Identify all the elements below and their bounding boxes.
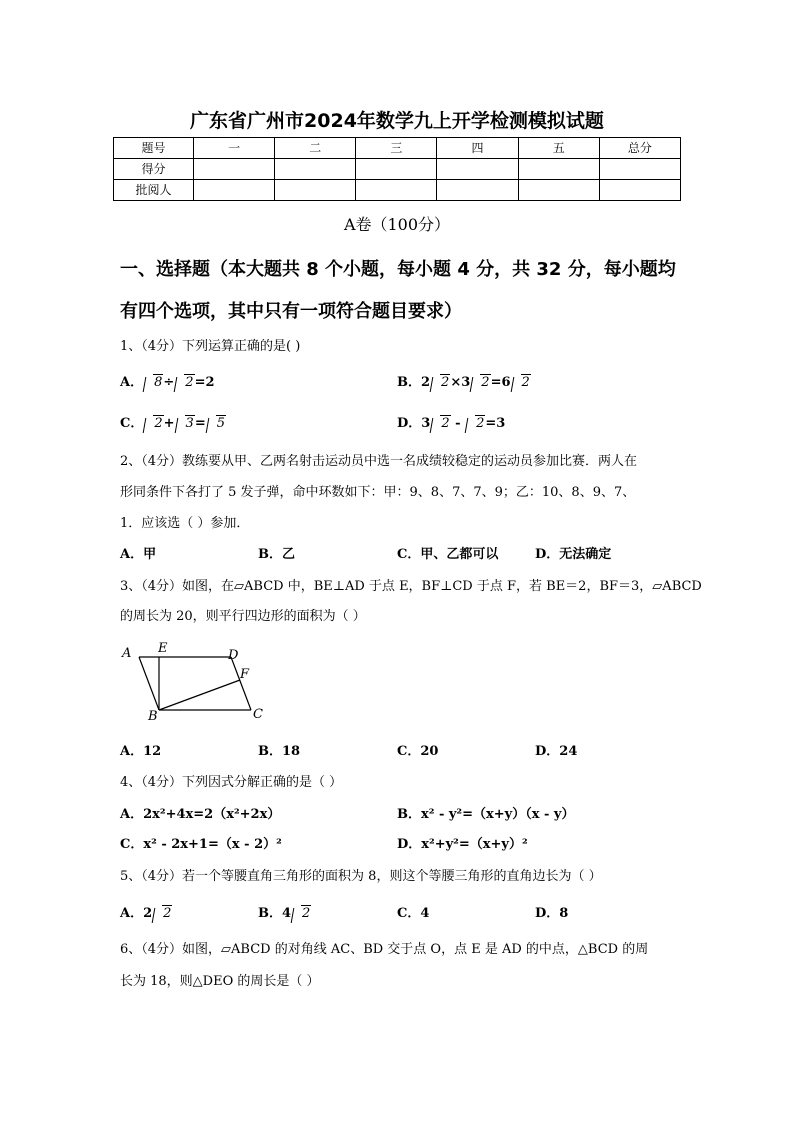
q5-stem: 5、（4分）若一个等腰直角三角形的面积为 8，则这个等腰三角形的直角边长为（ ） bbox=[120, 869, 602, 884]
score-table-header-row bbox=[114, 138, 681, 159]
q3-option-a[interactable]: A．12 bbox=[120, 744, 162, 759]
q4-option-b[interactable]: B．x² - y²=（x+y）（x - y） bbox=[397, 807, 575, 822]
q2-stem-line2: 形同条件下各打了 5 发子弹，命中环数如下：甲：9、8、7、7、9；乙：10、8、9、7、 bbox=[120, 485, 636, 500]
q2-stem-line1: 2、（4分）教练要从甲、乙两名射击运动员中选一名成绩较稳定的运动员参加比赛．两人在 bbox=[120, 454, 638, 469]
score-header-cell: 二 bbox=[275, 138, 356, 159]
part1-heading-line2: 有四个选项，其中只有一项符合题目要求） bbox=[120, 301, 462, 322]
q3-parallelogram-figure bbox=[118, 636, 278, 726]
sqrt-sign: 2 bbox=[431, 375, 450, 390]
q4-stem: 4、（4分）下列因式分解正确的是（ ） bbox=[120, 775, 343, 790]
score-header-cell: 四 bbox=[437, 138, 518, 159]
score-header-cell: 总分 bbox=[599, 138, 680, 159]
score-cell[interactable] bbox=[599, 180, 680, 201]
sqrt-sign: 3 bbox=[176, 416, 195, 431]
sqrt-sign: 2 bbox=[431, 416, 450, 431]
score-table bbox=[113, 137, 681, 201]
segment-dc bbox=[231, 657, 251, 710]
q3-stem-line2: 的周长为 20，则平行四边形的面积为（ ） bbox=[120, 609, 366, 624]
q4-option-a[interactable]: A．2x²+4x=2（x²+2x） bbox=[120, 807, 281, 822]
part1-heading-line1: 一、选择题（本大题共 8 个小题，每小题 4 分，共 32 分，每小题均 bbox=[120, 259, 676, 280]
score-cell[interactable] bbox=[194, 159, 275, 180]
segment-ba bbox=[139, 657, 159, 710]
label-b: B bbox=[148, 709, 158, 724]
score-cell[interactable] bbox=[518, 180, 599, 201]
q4-option-c[interactable]: C．x² - 2x+1=（x - 2）² bbox=[120, 837, 282, 852]
q1-stem: 1、（4分）下列运算正确的是( ) bbox=[120, 339, 301, 354]
q1-option-b[interactable]: B．2 2×3 2=6 2 bbox=[397, 375, 530, 390]
q4-option-d[interactable]: D．x²+y²=（x+y）² bbox=[397, 837, 528, 852]
q2-option-b[interactable]: B．乙 bbox=[258, 547, 295, 562]
score-header-cell: 三 bbox=[356, 138, 437, 159]
q2-option-c[interactable]: C．甲、乙都可以 bbox=[397, 547, 499, 562]
q6-stem-line2: 长为 18，则△DEO 的周长是（ ） bbox=[120, 974, 320, 989]
score-cell[interactable] bbox=[275, 180, 356, 201]
q1-option-a[interactable]: A． 8÷ 2=2 bbox=[120, 375, 215, 390]
sqrt-sign: 5 bbox=[207, 416, 226, 431]
q5-option-c[interactable]: C．4 bbox=[397, 906, 430, 921]
sqrt-sign: 2 bbox=[144, 416, 163, 431]
label-c: C bbox=[253, 707, 263, 722]
q1-a-label: A． bbox=[120, 375, 144, 390]
score-row-label: 批阅人 bbox=[114, 180, 194, 201]
label-e: E bbox=[158, 641, 168, 656]
q3-stem-line1: 3、（4分）如图，在▱ABCD 中，BE⊥AD 于点 E，BF⊥CD 于点 F，若 BE＝2，BF＝3，▱ABCD bbox=[120, 579, 702, 594]
segment-bf bbox=[159, 680, 240, 710]
q1-option-d[interactable]: D．3 2 - 2=3 bbox=[397, 416, 506, 431]
label-f: F bbox=[240, 667, 250, 682]
score-cell[interactable] bbox=[356, 159, 437, 180]
score-cell[interactable] bbox=[437, 180, 518, 201]
q3-option-d[interactable]: D．24 bbox=[535, 744, 578, 759]
q3-option-c[interactable]: C．20 bbox=[397, 744, 439, 759]
q5-option-b[interactable]: B．4 2 bbox=[258, 906, 311, 921]
q6-stem-line1: 6、（4分）如图，▱ABCD 的对角线 AC、BD 交于点 O，点 E 是 AD 的中点，△BCD 的周 bbox=[120, 942, 649, 957]
sqrt-sign: 8 bbox=[144, 375, 163, 390]
q5-option-a[interactable]: A．2 2 bbox=[120, 906, 172, 921]
score-cell[interactable] bbox=[437, 159, 518, 180]
score-cell[interactable] bbox=[518, 159, 599, 180]
q3-option-b[interactable]: B．18 bbox=[258, 744, 301, 759]
score-cell[interactable] bbox=[599, 159, 680, 180]
score-cell[interactable] bbox=[275, 159, 356, 180]
q2-stem-line3: 1．应该选（ ）参加． bbox=[120, 516, 250, 531]
score-table-row bbox=[114, 159, 681, 180]
q2-option-d[interactable]: D．无法确定 bbox=[535, 547, 612, 562]
score-cell[interactable] bbox=[194, 180, 275, 201]
score-cell[interactable] bbox=[356, 180, 437, 201]
score-row-label: 得分 bbox=[114, 159, 194, 180]
sqrt-sign: 2 bbox=[471, 375, 490, 390]
q2-option-a[interactable]: A．甲 bbox=[120, 547, 157, 562]
sqrt-sign: 2 bbox=[153, 906, 172, 921]
sqrt-sign: 2 bbox=[292, 906, 311, 921]
q1-option-c[interactable]: C． 2+ 3= 5 bbox=[120, 416, 226, 431]
sqrt-sign: 2 bbox=[512, 375, 531, 390]
label-a: A bbox=[122, 646, 132, 661]
score-table-row bbox=[114, 180, 681, 201]
q5-option-d[interactable]: D．8 bbox=[535, 906, 569, 921]
score-header-cell: 五 bbox=[518, 138, 599, 159]
score-header-cell: 一 bbox=[194, 138, 275, 159]
section-a-heading: A卷（100分） bbox=[343, 215, 451, 234]
exam-title: 广东省广州市2024年数学九上开学检测模拟试题 bbox=[190, 110, 604, 132]
score-header-cell: 题号 bbox=[114, 138, 194, 159]
sqrt-sign: 2 bbox=[175, 375, 194, 390]
label-d: D bbox=[228, 648, 239, 663]
sqrt-sign: 2 bbox=[466, 416, 485, 431]
